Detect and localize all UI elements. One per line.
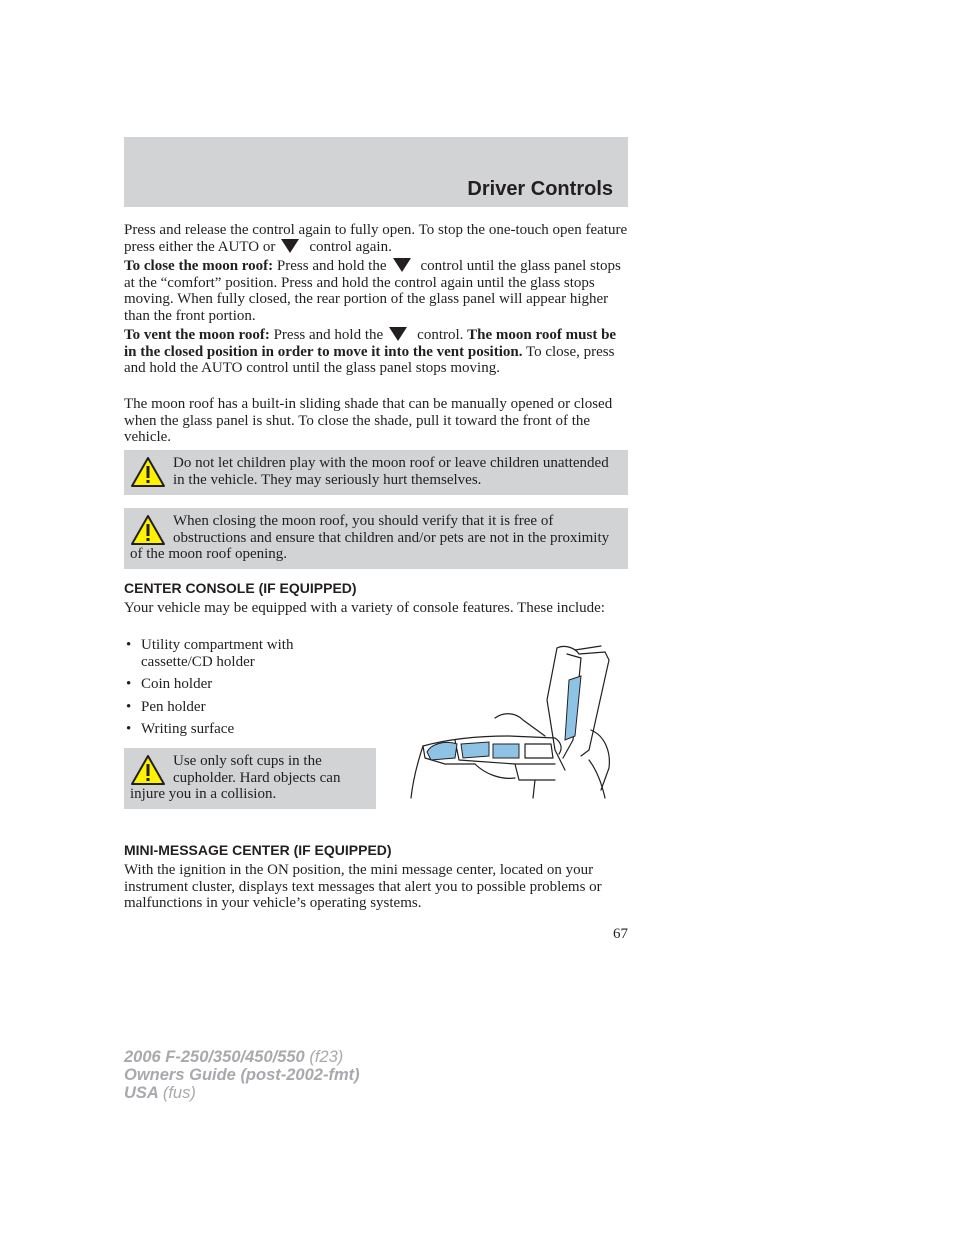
- warning-box-closing: [124, 508, 628, 569]
- vent-roof-text-1: Press and hold the: [273, 327, 384, 343]
- center-console-heading: CENTER CONSOLE (IF EQUIPPED): [124, 580, 357, 596]
- intro-text-2: control again.: [309, 238, 392, 255]
- footer-line-3: [124, 1084, 360, 1102]
- section-header-band: [124, 137, 628, 207]
- list-item: • Writing surface: [124, 721, 364, 738]
- warning-triangle-icon: [130, 456, 166, 488]
- warning-triangle-icon: [130, 514, 166, 546]
- footer-market-code: (fus): [162, 1084, 196, 1102]
- vent-roof-paragraph: [124, 327, 628, 377]
- center-console-illustration: [405, 640, 615, 802]
- list-item: • Utility compartment with cassette/CD holder: [124, 637, 364, 670]
- warning-box-children: [124, 450, 628, 495]
- warning-cups-text: Use only soft cups in the cupholder. Hard objects can injure you in a collision.: [130, 753, 341, 802]
- section-title: Driver Controls: [467, 178, 613, 200]
- down-triangle-icon: [389, 327, 407, 341]
- document-footer: [124, 1048, 360, 1102]
- vent-roof-label: To vent the moon roof:: [124, 327, 270, 343]
- mini-message-heading: MINI-MESSAGE CENTER (IF EQUIPPED): [124, 842, 392, 858]
- warning-closing-text: When closing the moon roof, you should verify that it is free of obstructions and ensure that children and/or pets are not in the proximity of the moon roof opening.: [130, 513, 610, 562]
- intro-paragraph: [124, 222, 628, 255]
- footer-line-1: [124, 1048, 360, 1066]
- intro-text-1: Press and release the control again to fully open. To stop the one-touch open feature press either the AUTO or: [124, 222, 628, 255]
- vent-roof-text-2: control.: [417, 327, 464, 343]
- footer-model-code: (f23): [309, 1048, 344, 1066]
- footer-model: 2006 F-250/350/450/550: [124, 1048, 305, 1066]
- warning-box-cups: [124, 748, 376, 809]
- vent-roof-bold-text: The moon roof must be in the closed position in order to move it into the vent position.: [124, 327, 617, 360]
- shade-paragraph: The moon roof has a built-in sliding shade that can be manually opened or closed when the glass panel is shut. To close the shade, pull it toward the front of the vehicle.: [124, 396, 613, 445]
- footer-line-2: Owners Guide (post-2002-fmt): [124, 1066, 360, 1084]
- close-roof-label: To close the moon roof:: [124, 258, 274, 274]
- console-feature-list: [124, 637, 364, 744]
- warning-children-text: Do not let children play with the moon roof or leave children unattended in the vehicle. They may seriously hurt themselves.: [173, 455, 609, 488]
- center-console-intro: Your vehicle may be equipped with a variety of console features. These include:: [124, 600, 605, 616]
- close-roof-paragraph: [124, 258, 628, 324]
- close-roof-text-2: control until the glass panel stops at the “comfort” position. Press and hold the control again until the glass stops moving. When fully closed, the rear portion of the glass panel will appear higher than the front portion.: [124, 258, 621, 324]
- down-triangle-icon: [393, 258, 411, 272]
- list-item: • Pen holder: [124, 699, 364, 716]
- down-triangle-icon: [281, 239, 299, 253]
- page-number: 67: [613, 926, 628, 942]
- footer-market: USA: [124, 1084, 159, 1102]
- vent-roof-text-3: To close, press and hold the AUTO control until the glass panel stops moving.: [124, 343, 615, 376]
- close-roof-text-1: Press and hold the: [276, 258, 387, 274]
- mini-message-paragraph: With the ignition in the ON position, the mini message center, located on your instrument cluster, displays text messages that alert you to possible problems or malfunctions in your vehicle’s operating systems.: [124, 862, 602, 911]
- list-item: • Coin holder: [124, 676, 364, 693]
- warning-triangle-icon: [130, 754, 166, 786]
